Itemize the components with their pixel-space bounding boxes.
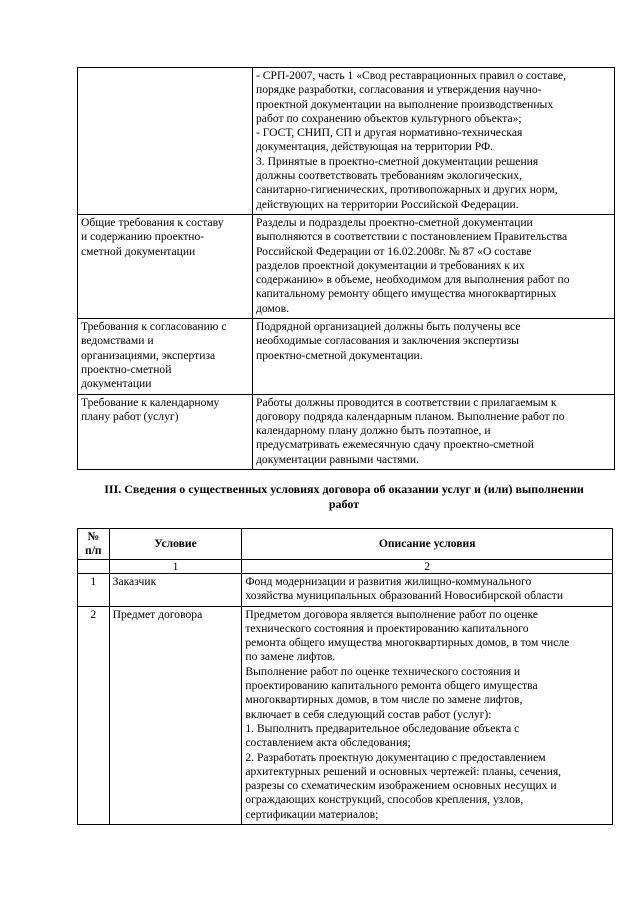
section-heading: III. Сведения о существенных условиях договора об оказании услуг и (или) выполнении работ <box>104 482 584 511</box>
index-empty <box>78 560 110 574</box>
header-description: Описание условия <box>242 529 613 560</box>
requirement-label-cell: Требование к календарному плану работ (услуг) <box>78 394 253 469</box>
condition-name: Предмет договора <box>109 606 242 824</box>
condition-description: Предметом договора является выполнение работ по оценке технического состояния и проектированию капитального ремонта общего имущества многоквартирных домов, в том числе по замене лифтов. Выполнение работ по оценке технического состояния и проектированию капитального ремонта общего имущества многоквартирных домов, в том числе по замене лифтов, включает в себя следующий состав работ (услуг): 1. Выполнить предварительное обследование объекта с составлением акта обследования; 2. Разработать проектную документацию с предоставлением архитектурных решений и основных чертежей: планы, сечения, разрезы со схематическим изображением основных несущих и ограждающих конструкций, способов крепления, узлов, сертификации материалов; <box>242 606 613 824</box>
requirement-description-cell: Работы должны проводится в соответствии с прилагаемым к договору подряда календарным планом. Выполнение работ по календарному плану должно быть поэтапное, и предусматривать ежемесячную сдачу проектно-сметной документации равными частями. <box>253 394 615 469</box>
table-header-row <box>78 529 613 560</box>
column-index-row <box>78 560 613 574</box>
index-col-1: 1 <box>109 560 242 574</box>
contract-conditions-table <box>77 528 613 825</box>
requirement-description-cell: Разделы и подразделы проектно-сметной документации выполняются в соответствии с постановлением Правительства Российской Федерации от 16.02.2008г. № 87 «О составе разделов проектной документации и требованиях к их содержанию» в объеме, необходимом для выполнения работ по капитальному ремонту общего имущества многоквартирных домов. <box>253 214 615 318</box>
row-number: 1 <box>78 574 110 607</box>
requirement-label-cell <box>78 68 253 215</box>
table-row <box>78 214 615 318</box>
index-col-2: 2 <box>242 560 613 574</box>
table-row <box>78 606 613 824</box>
table-row <box>78 574 613 607</box>
row-number: 2 <box>78 606 110 824</box>
condition-description: Фонд модернизации и развития жилищно-коммунального хозяйства муниципальных образований Новосибирской области <box>242 574 613 607</box>
header-condition: Условие <box>109 529 242 560</box>
header-number: № п/п <box>78 529 110 560</box>
requirements-table <box>77 67 615 470</box>
table-row <box>78 319 615 394</box>
table-row <box>78 68 615 215</box>
requirement-label-cell: Требования к согласованию с ведомствами и организациями, экспертиза проектно-сметной документации <box>78 319 253 394</box>
requirement-description-cell: - СРП-2007, часть 1 «Свод реставрационных правил о составе, порядке разработки, согласования и утверждения научно- проектной документации на выполнение производственных работ по сохранению объектов культурного объекта»; - ГОСТ, СНИП, СП и другая нормативно-техническая документация, действующая на территории РФ. 3. Принятые в проектно-сметной документации решения должны соответствовать требованиям экологических, санитарно-гигиенических, противопожарных и других норм, действующих на территории Российской Федерации. <box>253 68 615 215</box>
requirement-label-cell: Общие требования к составу и содержанию проектно- сметной документации <box>78 214 253 318</box>
condition-name: Заказчик <box>109 574 242 607</box>
table-row <box>78 394 615 469</box>
requirement-description-cell: Подрядной организацией должны быть получены все необходимые согласования и заключения экспертизы проектно-сметной документации. <box>253 319 615 394</box>
